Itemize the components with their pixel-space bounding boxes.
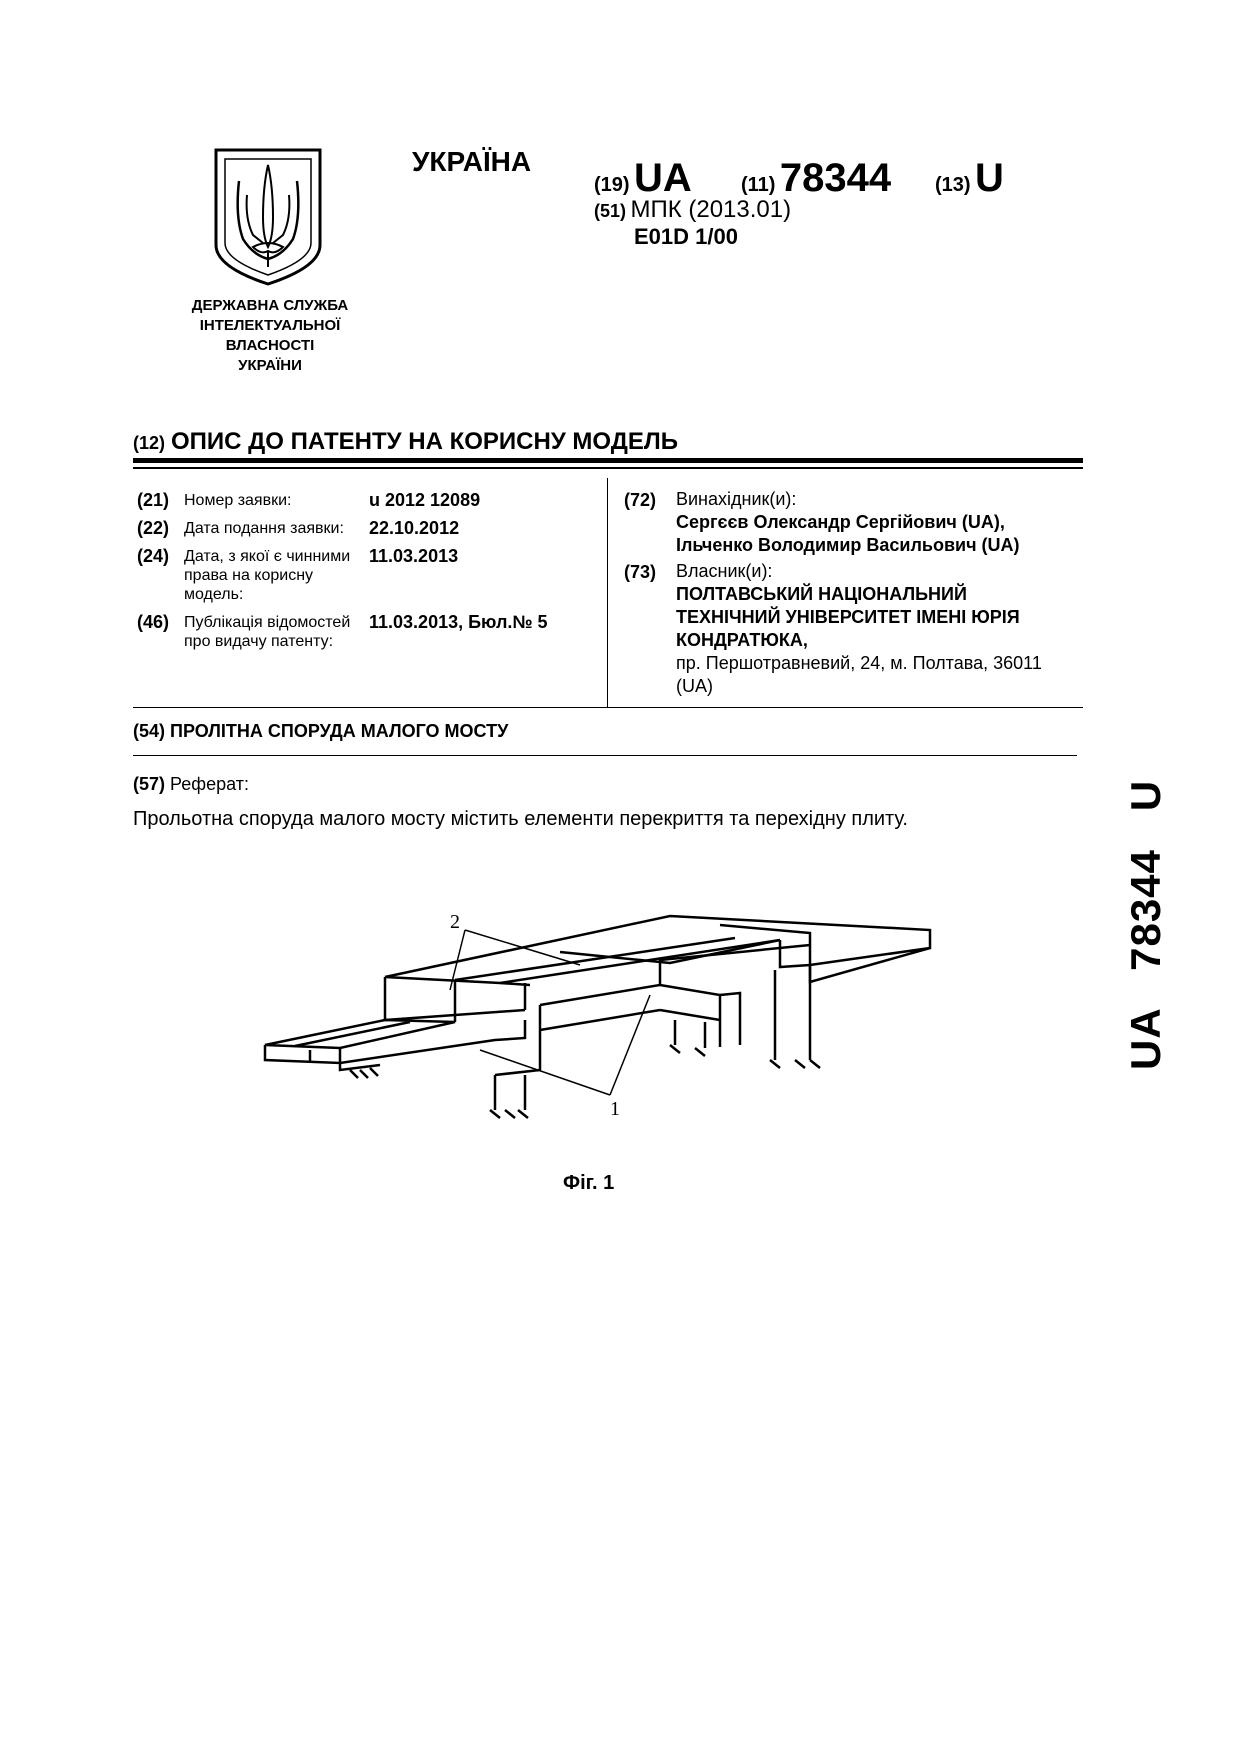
owner-name-line: КОНДРАТЮКА, [676,630,808,650]
office-line: УКРАЇНИ [238,357,302,374]
figure-1 [250,870,950,1170]
code-13 [935,156,1004,201]
document-title [133,428,678,456]
coat-of-arms [213,147,323,287]
kind-code: U [975,156,1004,200]
country-code: UA [634,156,692,200]
inventors-block [676,488,1086,557]
trident-coat-of-arms-icon [213,147,323,287]
field-code: (73) [624,562,657,582]
label-line: Публікація відомостей [184,614,351,631]
office-line: ІНТЕЛЕКТУАЛЬНОЇ [199,317,341,334]
owner-name-line: ТЕХНІЧНИЙ УНІВЕРСИТЕТ ІМЕНІ ЮРІЯ [676,607,1020,627]
code-19 [594,156,692,201]
inventor-name: Ільченко Володимир Васильович (UA) [676,535,1020,555]
code-57-label: (57) [133,774,166,794]
label-line: модель: [184,586,244,603]
inventors-label: Винахідник(и): [676,489,797,509]
application-number: u 2012 12089 [369,490,481,510]
office-line: ДЕРЖАВНА СЛУЖБА [191,297,349,314]
divider [133,755,1077,756]
callout-2: 2 [450,911,460,933]
owner-address-line: (UA) [676,676,713,696]
abstract-text: Прольотна споруда малого мосту містить елементи перекриття та перехідну плиту. [133,808,908,830]
code-12-label: (12) [133,433,166,453]
ipc-block [594,196,791,224]
figure-caption: Фіг. 1 [563,1172,615,1194]
ipc-class: E01D 1/00 [634,224,738,249]
code-11-label: (11) [741,174,776,196]
divider [133,707,1083,708]
bridge-drawing [250,870,950,1170]
field-label: Номер заявки: [184,492,292,509]
divider [133,467,1083,469]
divider [133,458,1083,463]
filing-date: 22.10.2012 [369,518,460,538]
patent-number: 78344 [779,156,892,200]
field-label: Дата подання заявки: [184,520,344,537]
abstract-heading [133,774,249,795]
label-line: Дата, з якої є чинними [184,548,351,565]
publication-info: 11.03.2013, Бюл.№ 5 [369,612,548,632]
field-code: (24) [137,546,170,566]
field-code: (22) [137,518,170,538]
abstract-label: Реферат: [170,774,249,794]
callout-1: 1 [610,1098,620,1120]
label-line: права на корисну [184,567,314,584]
invention-title-text: ПРОЛІТНА СПОРУДА МАЛОГО МОСТУ [170,721,509,741]
ipc-label: МПК (2013.01) [630,196,792,223]
field-code: (21) [137,490,170,510]
owners-label: Власник(и): [676,561,773,581]
side-patent-label: UA 78344 U [1122,779,1169,1070]
country-name: УКРАЇНА [412,146,532,177]
code-51-label: (51) [594,201,627,221]
code-19-label: (19) [594,174,630,196]
effective-date: 11.03.2013 [369,546,459,566]
inventor-name: Сергєєв Олександр Сергійович (UA), [676,512,1005,532]
field-code: (72) [624,490,657,510]
owner-address-line: пр. Першотравневий, 24, м. Полтава, 36011 [676,653,1042,673]
code-13-label: (13) [935,174,971,196]
invention-title [133,721,508,742]
code-54-label: (54) [133,721,166,741]
field-code: (46) [137,612,170,632]
patent-office-name [160,296,380,376]
column-divider [607,478,608,708]
document-title-text: ОПИС ДО ПАТЕНТУ НА КОРИСНУ МОДЕЛЬ [171,428,678,455]
field-label [184,547,350,604]
field-label [184,613,350,651]
owner-name-line: ПОЛТАВСЬКИЙ НАЦІОНАЛЬНИЙ [676,584,967,604]
code-11 [741,156,891,201]
office-line: ВЛАСНОСТІ [225,337,315,354]
owners-block [676,560,1086,698]
label-line: про видачу патенту: [184,633,334,650]
